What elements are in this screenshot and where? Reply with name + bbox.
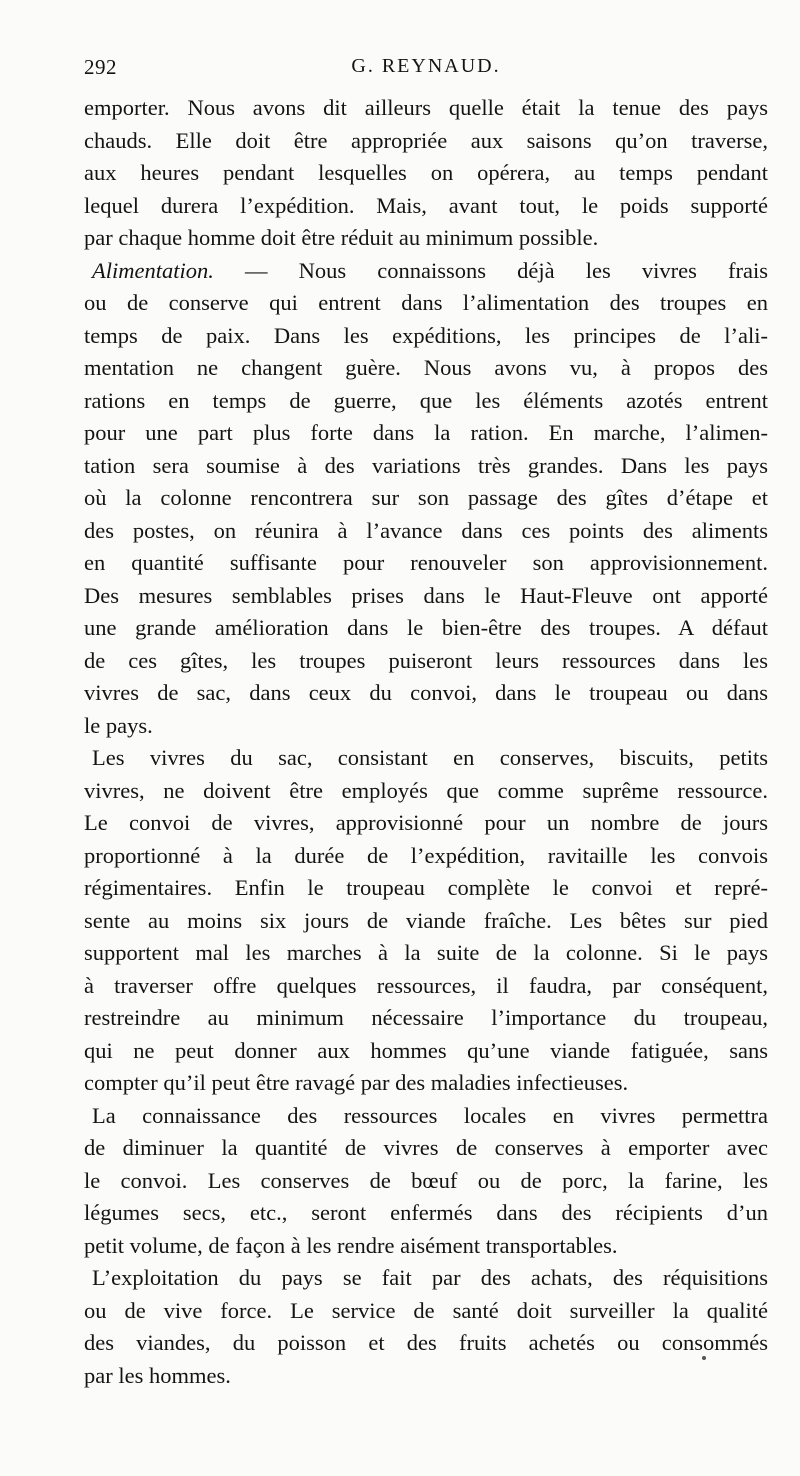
text-line: vivres de sac, dans ceux du convoi, dans le troupeau ou dans (84, 680, 768, 705)
text-line: supportent mal les marches à la suite de la colonne. Si le pays (84, 940, 768, 965)
ink-dot (702, 1356, 706, 1360)
text-line: par les hommes. (84, 1362, 231, 1388)
text-line: en quantité suffisante pour renouveler son approvisionnement. (84, 550, 768, 575)
text-line-rest: — Nous connaissons déjà les vivres frais (213, 257, 768, 283)
text-line: temps de paix. Dans les expéditions, les principes de l’ali- (84, 322, 768, 348)
text-line: légumes secs, etc., seront enfermés dans des récipients d’un (84, 1200, 768, 1225)
text-line: pour une part plus forte dans la ration. En marche, l’alimen- (84, 420, 768, 445)
text-line: de diminuer la quantité de vivres de conserves à emporter avec (84, 1135, 768, 1160)
text-line: tation sera soumise à des variations très grandes. Dans les pays (84, 452, 768, 478)
text-line: petit volume, de façon à les rendre aisément transportables. (84, 1232, 618, 1258)
section-heading: Alimentation. (92, 257, 214, 283)
text-line (84, 255, 768, 288)
text-line: à traverser offre quelques ressources, il faudra, par conséquent, (84, 972, 768, 998)
text-line: par chaque homme doit être réduit au minimum possible. (84, 225, 599, 250)
text-line: ou de vive force. Le service de santé doit surveiller la qualité (84, 1297, 768, 1323)
text-line: sente au moins six jours de viande fraîche. Les bêtes sur pied (84, 907, 768, 933)
text-line: mentation ne changent guère. Nous avons vu, à propos des (84, 355, 768, 380)
text-line: une grande amélioration dans le bien-être des troupes. A défaut (84, 615, 768, 640)
text-line: régimentaires. Enfin le troupeau complète le convoi et repré- (84, 875, 768, 900)
text-line: où la colonne rencontrera sur son passage des gîtes d’étape et (84, 485, 768, 510)
text-line: proportionné à la durée de l’expédition, ravitaille les convois (84, 842, 768, 868)
text-line: La connaissance des ressources locales en vivres permettra (92, 1102, 768, 1128)
text-line: Les vivres du sac, consistant en conserves, biscuits, petits (92, 745, 768, 770)
text-line: le pays. (84, 712, 153, 738)
text-line: de ces gîtes, les troupes puiseront leurs ressources dans les (84, 647, 768, 673)
text-line: emporter. Nous avons dit ailleurs quelle était la tenue des pays (84, 95, 768, 120)
text-line: chauds. Elle doit être appropriée aux saisons qu’on traverse, (84, 127, 768, 153)
running-head: G. REYNAUD. (351, 55, 501, 77)
text-line: des postes, on réunira à l’avance dans ces points des aliments (84, 517, 768, 543)
text-line: ou de conserve qui entrent dans l’alimentation des troupes en (84, 290, 768, 315)
text-line: des viandes, du poisson et des fruits achetés ou consommés (84, 1330, 768, 1355)
text-line: vivres, ne doivent être employés que comme suprême ressource. (84, 777, 768, 803)
text-line: L’exploitation du pays se fait par des achats, des réquisitions (92, 1265, 768, 1290)
text-line: lequel durera l’expédition. Mais, avant tout, le poids supporté (84, 192, 768, 218)
text-line: qui ne peut donner aux hommes qu’une viande fatiguée, sans (84, 1037, 768, 1063)
body-text (84, 92, 768, 1392)
text-line: le convoi. Les conserves de bœuf ou de porc, la farine, les (84, 1167, 768, 1193)
page-header (84, 55, 768, 83)
text-line: compter qu’il peut être ravagé par des maladies infectieuses. (84, 1070, 629, 1095)
text-line: restreindre au minimum nécessaire l’importance du troupeau, (84, 1005, 768, 1030)
text-line: rations en temps de guerre, que les éléments azotés entrent (84, 387, 768, 413)
page-number: 292 (84, 55, 117, 79)
text-line: Le convoi de vivres, approvisionné pour un nombre de jours (84, 810, 768, 835)
text-line: aux heures pendant lesquelles on opérera, au temps pendant (84, 160, 768, 185)
text-line: Des mesures semblables prises dans le Haut-Fleuve ont apporté (84, 582, 768, 608)
